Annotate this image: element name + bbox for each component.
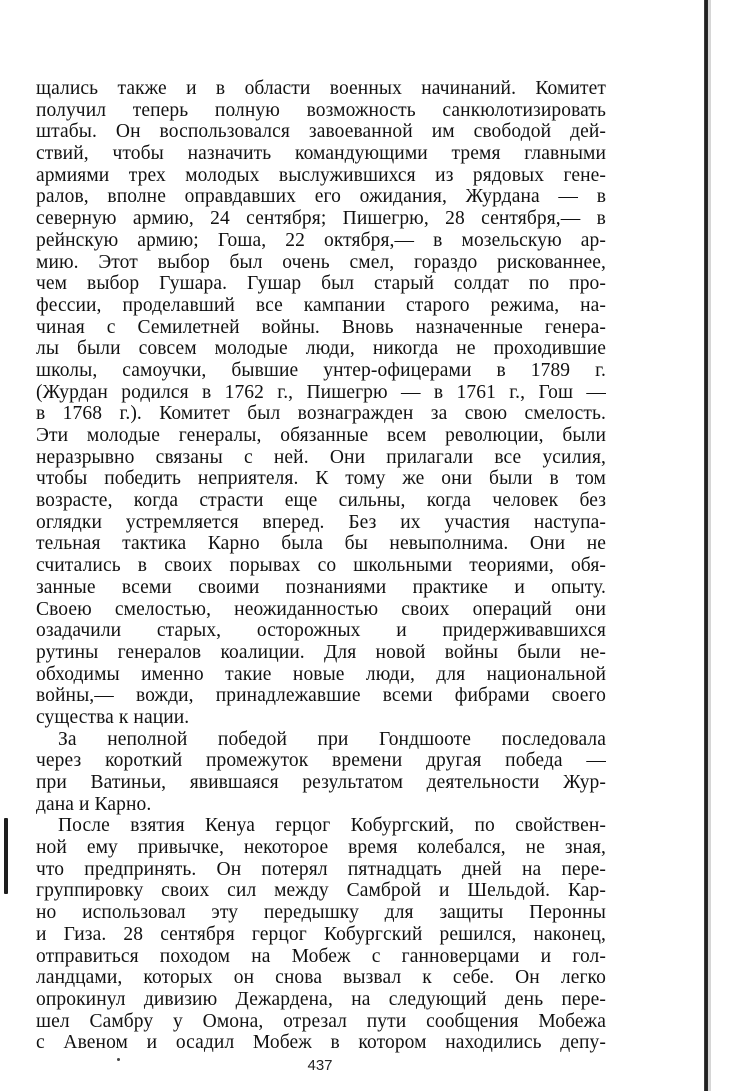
text-line: (Журдан родился в 1762 г., Пишегрю — в 1761 г., Гош — [36,381,606,403]
text-line: Своею смелостью, неожиданностью своих операций они [36,598,606,620]
text-line: оглядки устремляется вперед. Без их участия наступа- [36,511,606,533]
text-line: школы, самоучки, бывшие унтер-офицерами в 1789 г. [36,359,606,381]
text-line: щались также и в области военных начинаний. Комитет [36,78,606,99]
scan-margin-mark [4,818,8,894]
text-line: ландцами, которых он снова вызвал к себе. Он легко [36,967,606,989]
text-line: чтобы победить неприятеля. К тому же они были в том [36,468,606,490]
text-line: и Гиза. 28 сентября герцог Кобургский решился, наконец, [36,923,606,945]
text-line: рутины генералов коалиции. Для новой войны были не- [36,641,606,663]
text-line: рейнскую армию; Гоша, 22 октября,— в мозельскую ар- [36,229,606,251]
text-line: занные всеми своими познаниями практике и опыту. [36,576,606,598]
text-line: ствий, чтобы назначить командующими тремя главными [36,143,606,165]
text-line: получил теперь полную возможность санкюлотизировать [36,99,606,121]
text-line: озадачили старых, осторожных и придерживавшихся [36,620,606,642]
text-line: что предпринять. Он потерял пятнадцать дней на пере- [36,858,606,880]
text-line: После взятия Кенуа герцог Кобургский, по свойствен- [58,815,606,837]
text-line: в 1768 г.). Комитет был вознагражден за свою смелость. [36,403,606,425]
text-line: с Авеном и осадил Мобеж в котором находились депу- [36,1032,606,1054]
text-line: неразрывно связаны с ней. Они прилагали все усилия, [36,446,606,468]
text-line: при Ватиньи, явившаяся результатом деятельности Жур- [36,772,606,793]
text-line: опрокинул дивизию Дежардена, на следующий день пере- [36,988,606,1010]
text-line: существа к нации. [36,706,190,728]
text-line: За неполной победой при Гондшооте последовала [58,728,606,750]
text-line: фессии, проделавший все кампании старого режима, на- [36,294,606,316]
body-text [36,78,606,1054]
text-line: ной ему привычке, некоторое время колебался, не зная, [36,837,606,859]
text-line: дана и Карно. [36,793,152,815]
text-line: через короткий промежуток времени другая победа — [36,750,606,772]
text-line: группировку своих сил между Самброй и Шельдой. Кар- [36,880,606,902]
text-line: армиями трех молодых выслужившихся из рядовых гене- [36,164,606,186]
text-line: северную армию, 24 сентября; Пишегрю, 28 сентября,— в [36,208,606,230]
text-line: чиная с Семилетней войны. Вновь назначенные генера- [36,316,606,338]
scan-edge-shadow [708,0,711,1091]
text-line: мию. Этот выбор был очень смел, гораздо рискованнее, [36,251,606,273]
text-line: но использовал эту передышку для защиты Перонны [36,902,606,924]
text-line: шел Самбру у Омона, отрезал пути сообщения Мобежа [36,1010,606,1032]
text-line: обходимы именно такие новые люди, для национальной [36,663,606,685]
text-line: чем выбор Гушара. Гушар был старый солдат по про- [36,273,606,295]
text-line: лы были совсем молодые люди, никогда не проходившие [36,338,606,360]
text-line: штабы. Он воспользовался завоеванной им свободой дей- [36,121,606,143]
page-number: 437 [307,1057,333,1074]
text-line: считались в своих порывах со школьными теориями, обя- [36,555,606,577]
text-line: возрасте, когда страсти еще сильны, когда человек без [36,490,606,512]
text-line: Эти молодые генералы, обязанные всем революции, были [36,425,606,446]
text-line: отправиться походом на Мобеж с ганноверцами и гол- [36,945,606,967]
text-line: ралов, вполне оправдавших его ожидания, Журдана — в [36,186,606,208]
text-line: войны,— вожди, принадлежавшие всеми фибрами своего [36,685,606,707]
text-line: тельная тактика Карно была бы невыполнима. Они не [36,533,606,555]
